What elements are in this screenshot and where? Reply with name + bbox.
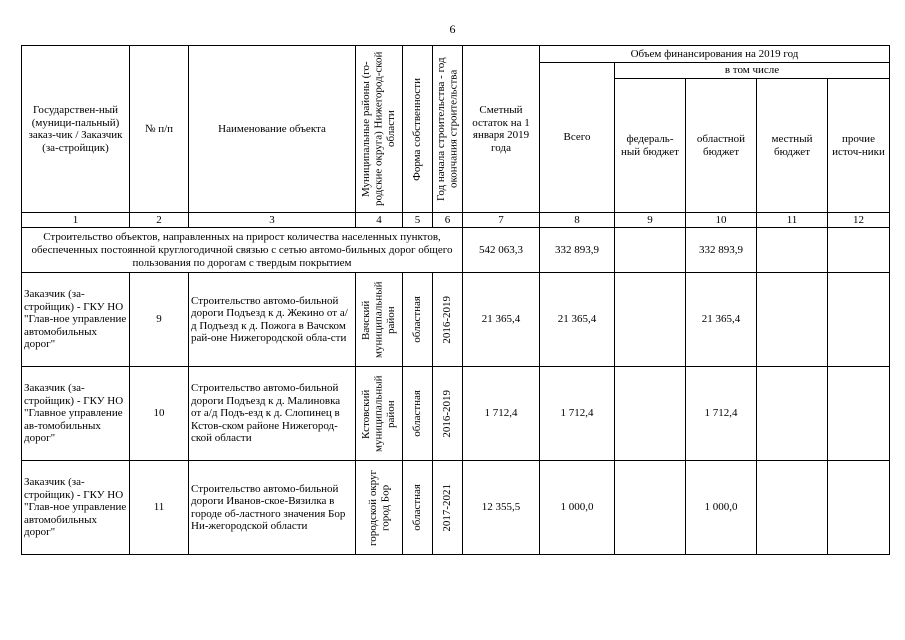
column-number: 4 <box>356 213 403 228</box>
row-years-cell <box>433 367 463 461</box>
row-ownership-cell <box>403 367 433 461</box>
row-local <box>757 273 828 367</box>
column-number: 7 <box>463 213 540 228</box>
row-years: 2016-2019 <box>441 295 454 344</box>
header-funding-group: Объем финансирования на 2019 год <box>540 46 890 63</box>
header-object-name: Наименование объекта <box>189 46 356 213</box>
row-regional: 21 365,4 <box>686 273 757 367</box>
row-number: 9 <box>130 273 189 367</box>
section-local <box>757 228 828 273</box>
column-number: 8 <box>540 213 615 228</box>
row-balance: 1 712,4 <box>463 367 540 461</box>
row-number: 11 <box>130 461 189 555</box>
header-regional: областной бюджет <box>686 79 757 213</box>
table-row <box>22 367 890 461</box>
column-number: 10 <box>686 213 757 228</box>
table-row <box>22 461 890 555</box>
row-district: Вачский муниципальный район <box>360 281 398 358</box>
financing-table <box>21 45 890 555</box>
header-number: № п/п <box>130 46 189 213</box>
row-district: Кстовский муниципальный район <box>360 375 398 452</box>
table-row <box>22 273 890 367</box>
column-number: 3 <box>189 213 356 228</box>
row-federal <box>615 461 686 555</box>
column-number: 2 <box>130 213 189 228</box>
row-ownership-cell <box>403 461 433 555</box>
row-customer: Заказчик (за-стройщик) - ГКУ НО "Глав-ное управление автомобильных дорог" <box>22 461 130 555</box>
header-other: прочие источ-ники <box>828 79 890 213</box>
row-customer: Заказчик (за-стройщик) - ГКУ НО "Глав-ное управление автомобильных дорог" <box>22 273 130 367</box>
row-years-cell <box>433 461 463 555</box>
row-balance: 21 365,4 <box>463 273 540 367</box>
row-other <box>828 273 890 367</box>
row-federal <box>615 367 686 461</box>
row-ownership: областная <box>411 296 424 343</box>
row-years-cell <box>433 273 463 367</box>
row-object-name: Строительство автомо-бильной дороги Подъезд к д. Малиновка от а/д Подъ-езд к д. Слопинец в Кстов-ском районе Нижегород-ской области <box>189 367 356 461</box>
column-number: 9 <box>615 213 686 228</box>
row-years: 2016-2019 <box>441 389 454 438</box>
header-total: Всего <box>540 63 615 213</box>
header-district: Муниципальные районы (го-родские округа) Нижегород-ской области <box>360 51 398 207</box>
row-object-name: Строительство автомо-бильной дороги Иванов-ское-Вязилка в городе об-ластного значения Бор Ни-жегородской области <box>189 461 356 555</box>
row-ownership: областная <box>411 390 424 437</box>
header-ownership-cell <box>403 46 433 213</box>
row-customer: Заказчик (за-стройщик) - ГКУ НО "Главное управление ав-томобильных дорог" <box>22 367 130 461</box>
section-other <box>828 228 890 273</box>
row-federal <box>615 273 686 367</box>
section-row <box>22 228 890 273</box>
row-local <box>757 461 828 555</box>
row-district-cell <box>356 461 403 555</box>
header-ownership: Форма собственности <box>411 77 424 181</box>
column-number: 11 <box>757 213 828 228</box>
row-object-name: Строительство автомо-бильной дороги Подъезд к д. Жекино от а/д Подъезд к д. Пожога в Вачском рай-оне Нижегородской обла-сти <box>189 273 356 367</box>
section-balance: 542 063,3 <box>463 228 540 273</box>
row-number: 10 <box>130 367 189 461</box>
column-number: 5 <box>403 213 433 228</box>
header-years-cell <box>433 46 463 213</box>
header-including: в том числе <box>615 63 890 79</box>
column-number: 6 <box>433 213 463 228</box>
header-customer: Государствен-ный (муници-пальный) заказ-чик / Заказчик (за-стройщик) <box>22 46 130 213</box>
header-district-cell <box>356 46 403 213</box>
row-regional: 1 712,4 <box>686 367 757 461</box>
row-district: городской округ город Бор <box>366 469 391 546</box>
row-other <box>828 461 890 555</box>
row-regional: 1 000,0 <box>686 461 757 555</box>
row-years: 2017-2021 <box>441 483 454 532</box>
header-federal: федераль-ный бюджет <box>615 79 686 213</box>
row-total: 1 000,0 <box>540 461 615 555</box>
row-balance: 12 355,5 <box>463 461 540 555</box>
row-total: 21 365,4 <box>540 273 615 367</box>
section-total: 332 893,9 <box>540 228 615 273</box>
header-local: местный бюджет <box>757 79 828 213</box>
section-regional: 332 893,9 <box>686 228 757 273</box>
section-title: Строительство объектов, направленных на прирост количества населенных пунктов, обеспеченных постоянной круглогодичной связью с сетью автомо-бильных дорог общего пользования по дорогам с твердым покрытием <box>22 228 463 273</box>
column-number-row <box>22 213 890 228</box>
row-ownership-cell <box>403 273 433 367</box>
row-ownership: областная <box>411 484 424 531</box>
row-total: 1 712,4 <box>540 367 615 461</box>
row-district-cell <box>356 367 403 461</box>
row-district-cell <box>356 273 403 367</box>
column-number: 12 <box>828 213 890 228</box>
page-number: 6 <box>449 22 456 36</box>
header-years: Год начала строительства - год окончания строительства <box>435 57 460 201</box>
column-number: 1 <box>22 213 130 228</box>
row-local <box>757 367 828 461</box>
header-balance: Сметный остаток на 1 января 2019 года <box>463 46 540 213</box>
row-other <box>828 367 890 461</box>
section-federal <box>615 228 686 273</box>
